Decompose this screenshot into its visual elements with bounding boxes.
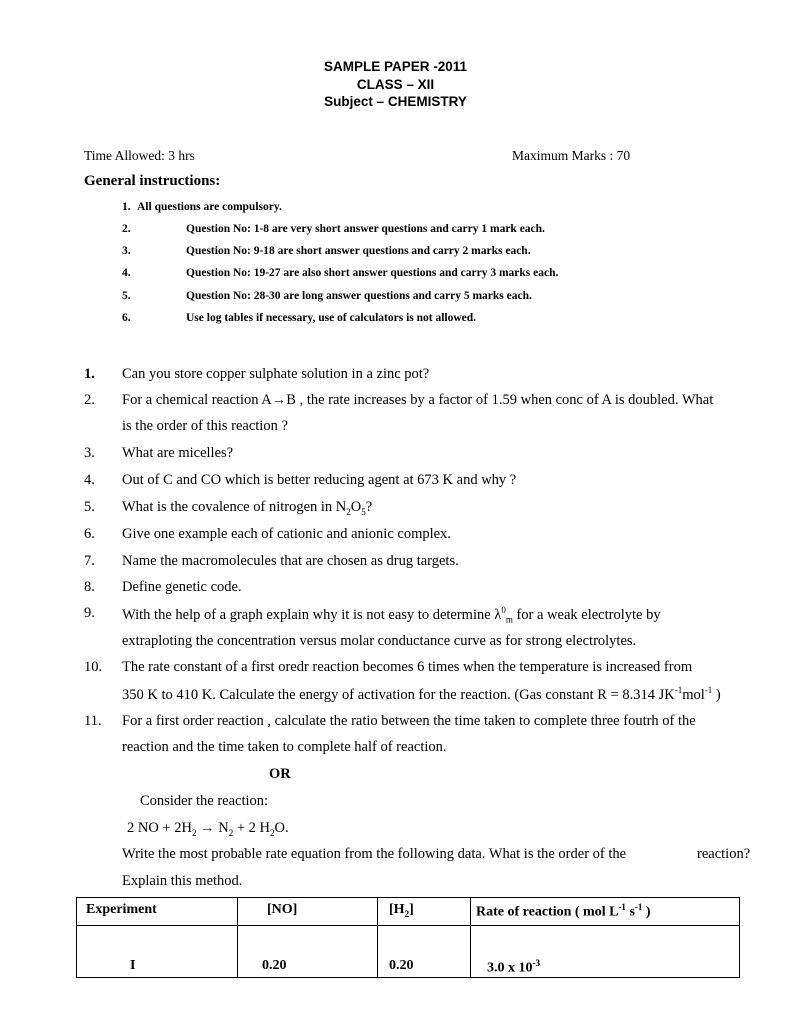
paper-title: SAMPLE PAPER -2011 [323, 59, 468, 74]
question-text: extraploting the concentration versus molar conductance curve as for strong electrolytes. [122, 633, 637, 649]
question-text: What are micelles? [122, 445, 234, 461]
instruction-text: Question No: 19-27 are also short answer questions and carry 3 marks each. [186, 267, 559, 279]
rate-data-table [76, 897, 740, 978]
table-row [77, 926, 740, 978]
instruction-number: 6. [122, 312, 131, 324]
question-text: The rate constant of a first oredr reaction becomes 6 times when the temperature is increased from [122, 659, 693, 675]
maximum-marks: Maximum Marks : 70 [512, 148, 631, 163]
instruction-text: Question No: 9-18 are short answer questions and carry 2 marks each. [186, 245, 531, 257]
instruction-number: 4. [122, 267, 131, 279]
instruction-text: Question No: 1-8 are very short answer questions and carry 1 mark each. [186, 223, 545, 235]
alternative-instruction: Explain this method. [122, 873, 243, 889]
question-number: 9. [84, 605, 95, 621]
question-number: 4. [84, 472, 95, 488]
subject-label: Subject – CHEMISTRY [324, 94, 467, 109]
time-allowed: Time Allowed: 3 hrs [84, 148, 195, 163]
instruction-number: 2. [122, 223, 131, 235]
table-cell: I [77, 926, 238, 978]
question-number: 8. [84, 579, 95, 595]
reaction-equation: 2 NO + $2H_2 \to N_2 + 2$ $H_2O$. [127, 820, 289, 838]
instruction-number: 3. [122, 245, 131, 257]
question-number: 3. [84, 445, 95, 461]
table-cell: 0.20 [378, 926, 471, 978]
question-text: 350 K to 410 K. Calculate the energy of activation for the reaction. (Gas constant R = 8.314 $JK^{-1}mol^{-1}$ ) [122, 685, 721, 703]
instructions-title: General instructions: [84, 173, 221, 189]
question-number: 11. [84, 713, 102, 729]
question-text: For a chemical reaction A→B , the rate increases by a factor of 1.59 when conc of A is doubled. What [122, 392, 714, 408]
question-text: reaction and the time taken to complete half of reaction. [122, 739, 447, 755]
table-header-cell: Rate of reaction ( mol $L^{-1}$ $s^{-1}$ ) [471, 898, 740, 926]
question-text: For a first order reaction , calculate the ratio between the time taken to complete three foutrh of the [122, 713, 696, 729]
question-number: 6. [84, 526, 95, 542]
instruction-text: Question No: 28-30 are long answer questions and carry 5 marks each. [186, 290, 532, 302]
instruction-text: All questions are compulsory. [137, 201, 282, 213]
question-number: 10. [84, 659, 103, 675]
table-header-cell: [NO] [238, 898, 378, 926]
question-text: is the order of this reaction ? [122, 418, 288, 434]
question-text: What is the covalence of nitrogen in $N_2O_5$? [122, 499, 373, 517]
question-number: 2. [84, 392, 95, 408]
instruction-number: 1. [122, 201, 131, 213]
question-text: With the help of a graph explain why it is not easy to determine $\lambda^0_m$ for a weak electrolyte by [122, 605, 661, 625]
alternative-question: Write the most probable rate equation from the following data. What is the order of the [122, 846, 627, 862]
table-header-cell: Experiment [77, 898, 238, 926]
instruction-text: Use log tables if necessary, use of calculators is not allowed. [186, 312, 477, 324]
or-label: OR [269, 766, 291, 782]
alternative-question-end: reaction? [697, 846, 751, 862]
question-number: 5. [84, 499, 95, 515]
question-text: Define genetic code. [122, 579, 242, 595]
table-cell: 0.20 [238, 926, 378, 978]
question-text: Out of C and CO which is better reducing agent at 673 K and why ? [122, 472, 517, 488]
table-header-row [77, 898, 740, 926]
instruction-number: 5. [122, 290, 131, 302]
alternative-intro: Consider the reaction: [140, 793, 269, 809]
question-text: Can you store copper sulphate solution in a zinc pot? [122, 366, 430, 382]
table-header-cell: $[H_2]$ [378, 898, 471, 926]
question-number: 7. [84, 553, 95, 569]
question-text: Name the macromolecules that are chosen as drug targets. [122, 553, 459, 569]
question-text: Give one example each of cationic and anionic complex. [122, 526, 451, 542]
table-cell: 3.0 x $10^{-3}$ [471, 926, 740, 978]
question-number: 1. [84, 366, 95, 382]
class-label: CLASS – XII [356, 77, 435, 92]
